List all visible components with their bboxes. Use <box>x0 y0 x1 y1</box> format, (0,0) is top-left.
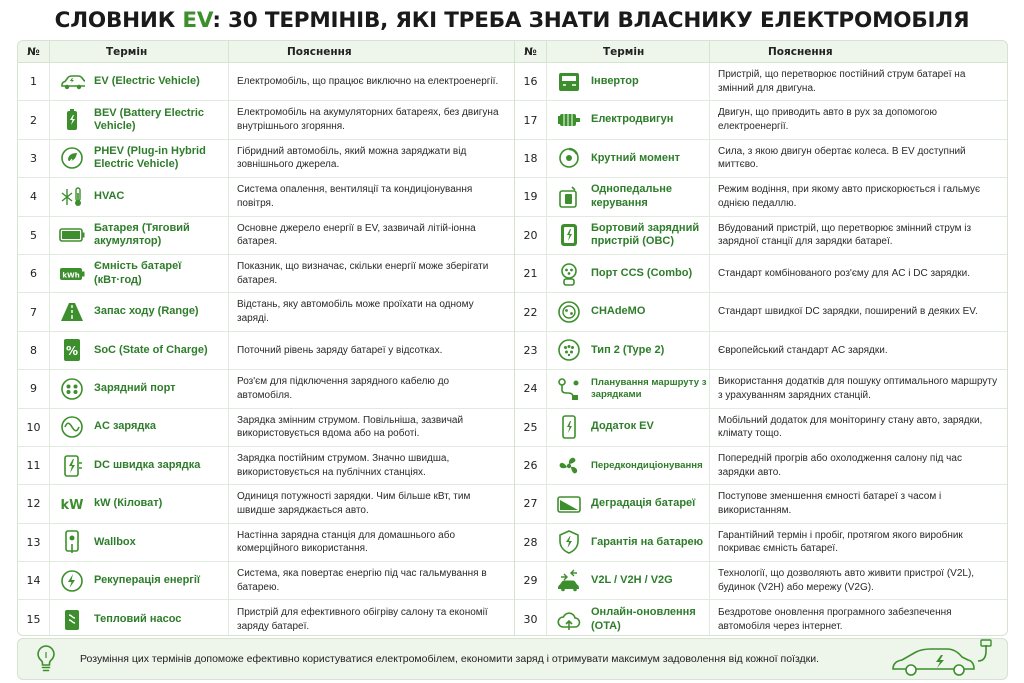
row-number: 11 <box>18 447 50 484</box>
shield-icon <box>555 529 583 555</box>
degradation-icon <box>555 491 583 517</box>
term-cell <box>547 140 710 177</box>
term-label: EV (Electric Vehicle) <box>94 74 200 87</box>
inverter-icon <box>555 69 583 95</box>
row-number: 20 <box>515 217 547 254</box>
table-row <box>515 217 1008 255</box>
row-number: 30 <box>515 600 547 636</box>
electric-car-plug-icon <box>889 639 999 679</box>
term-description: Використання додатків для пошуку оптимального маршруту з урахуванням зарядних станцій. <box>718 376 998 401</box>
header-term: Термін <box>547 41 710 63</box>
term-label: PHEV (Plug-in Hybrid Electric Vehicle) <box>94 144 206 171</box>
route-icon <box>555 376 583 402</box>
table-row <box>515 370 1008 408</box>
table-row <box>515 178 1008 216</box>
phone-icon <box>555 414 583 440</box>
glossary-right-column <box>515 41 1008 636</box>
title-part1: СЛОВНИК <box>54 8 183 33</box>
lightbulb-icon <box>26 644 66 674</box>
term-cell <box>50 140 229 177</box>
table-row <box>515 293 1008 331</box>
row-number: 9 <box>18 370 50 407</box>
term-description: Показник, що визначає, скільки енергії може зберігати батарея. <box>237 261 489 286</box>
term-label: HVAC <box>94 190 125 203</box>
term-description: Сила, з якою двигун обертає колеса. В EV доступний миттєво. <box>718 145 966 171</box>
row-number: 29 <box>515 562 547 599</box>
charging-port-icon <box>58 376 86 402</box>
term-cell <box>50 332 229 369</box>
row-number: 23 <box>515 332 547 369</box>
table-row <box>18 140 514 178</box>
term-description: Попередній прогрів або охолодження салону під час зарядки авто. <box>718 453 962 478</box>
term-description: Вбудований пристрій, що перетворює змінний струм із зарядної станції для зарядки батареї. <box>718 222 972 248</box>
term-description: Зарядка постійним струмом. Значно швидша, використовується на публічних станціях. <box>237 453 450 478</box>
row-number: 19 <box>515 178 547 215</box>
row-number: 26 <box>515 447 547 484</box>
row-number: 25 <box>515 409 547 446</box>
term-cell <box>50 600 229 636</box>
table-row <box>515 332 1008 370</box>
term-cell <box>50 293 229 330</box>
row-number: 14 <box>18 562 50 599</box>
term-label: BEV (Battery Electric Vehicle) <box>94 106 205 133</box>
term-cell <box>50 217 229 254</box>
term-cell <box>547 332 710 369</box>
term-cell <box>547 101 710 138</box>
header-desc: Пояснення <box>768 45 833 58</box>
row-number: 5 <box>18 217 50 254</box>
term-label: AC зарядка <box>94 420 156 433</box>
term-cell <box>50 370 229 407</box>
term-label: Зарядний порт <box>94 382 176 395</box>
term-description: Гарантійний термін і пробіг, протягом якого виробник покриває ємність батареї. <box>718 529 963 555</box>
term-label: Ємність батареї (кВт·год) <box>94 260 182 286</box>
table-row <box>18 178 514 216</box>
battery-horizontal-icon <box>58 222 86 248</box>
term-label: CHAdeMO <box>591 305 646 318</box>
term-cell <box>547 562 710 599</box>
pedal-icon <box>555 184 583 210</box>
table-row <box>515 63 1008 101</box>
row-number: 10 <box>18 409 50 446</box>
term-cell <box>547 370 710 407</box>
footer-note <box>17 638 1008 680</box>
term-cell <box>547 255 710 292</box>
motor-icon <box>555 107 583 133</box>
term-description: Основне джерело енергії в EV, зазвичай літій-іонна батарея. <box>237 222 476 248</box>
table-row <box>515 101 1008 139</box>
table-row <box>18 524 514 562</box>
percent-icon <box>58 337 86 363</box>
table-header <box>18 41 514 63</box>
term-cell <box>50 101 229 138</box>
row-number: 15 <box>18 600 50 636</box>
car-icon <box>58 69 86 95</box>
term-cell <box>50 447 229 484</box>
table-row <box>18 600 514 636</box>
battery-kwh-icon <box>58 261 86 287</box>
term-label: Додаток EV <box>591 420 654 433</box>
term-cell <box>50 562 229 599</box>
term-label: SoC (State of Charge) <box>94 343 208 356</box>
term-label: Деградація батареї <box>591 497 696 510</box>
table-row <box>18 101 514 139</box>
term-label: Гарантія на батарею <box>591 535 704 548</box>
row-number: 2 <box>18 101 50 138</box>
term-cell <box>547 485 710 522</box>
term-description: Поточний рівень заряду батареї у відсотках. <box>237 344 443 356</box>
term-cell <box>50 63 229 100</box>
term-cell <box>547 524 710 561</box>
obc-icon <box>555 222 583 248</box>
table-row <box>515 600 1008 636</box>
table-row <box>515 447 1008 485</box>
type2-icon <box>555 337 583 363</box>
term-label: Рекуперація енергії <box>94 574 201 587</box>
term-cell <box>547 600 710 636</box>
term-description: Одиниця потужності зарядки. Чим більше кВт, тим швидше заряджається авто. <box>237 491 471 516</box>
table-row <box>18 562 514 600</box>
term-description: Система, яка повертає енергію під час гальмування в батарею. <box>237 568 487 593</box>
table-row <box>18 217 514 255</box>
rows-right <box>515 63 1008 636</box>
fan-icon <box>555 453 583 479</box>
row-number: 12 <box>18 485 50 522</box>
row-number: 16 <box>515 63 547 100</box>
term-description: Роз'єм для підключення зарядного кабелю до автомобіля. <box>237 376 450 401</box>
row-number: 8 <box>18 332 50 369</box>
plug-leaf-icon <box>58 145 86 171</box>
road-icon <box>58 299 86 325</box>
term-cell <box>50 178 229 215</box>
term-label: Онлайн-оновлення (OTA) <box>591 606 696 632</box>
table-row <box>18 255 514 293</box>
chademo-icon <box>555 299 583 325</box>
term-description: Мобільний додаток для моніторингу стану авто, зарядки, клімату тощо. <box>718 414 983 440</box>
cloud-upload-icon <box>555 607 583 633</box>
term-label: Wallbox <box>94 535 136 548</box>
row-number: 1 <box>18 63 50 100</box>
table-row <box>515 140 1008 178</box>
term-description: Зарядка змінним струмом. Повільніша, зазвичай використовується вдома або на роботі. <box>237 414 464 440</box>
page-title <box>0 4 1024 38</box>
term-cell <box>50 255 229 292</box>
torque-icon <box>555 145 583 171</box>
term-label: Порт CCS (Combo) <box>591 266 693 279</box>
term-description: Пристрій для ефективного обігріву салону та економії заряду батареї. <box>237 607 488 632</box>
row-number: 24 <box>515 370 547 407</box>
term-description: Система опалення, вентиляції та кондиціонування повітря. <box>237 184 473 209</box>
table-row <box>18 293 514 331</box>
row-number: 27 <box>515 485 547 522</box>
term-description: Електромобіль на акумуляторних батареях, без двигуна внутрішнього згоряння. <box>237 107 499 133</box>
term-label: Запас ходу (Range) <box>94 305 199 318</box>
term-description: Європейський стандарт AC зарядки. <box>718 344 888 356</box>
row-number: 7 <box>18 293 50 330</box>
row-number: 17 <box>515 101 547 138</box>
row-number: 6 <box>18 255 50 292</box>
term-cell <box>547 293 710 330</box>
svg-text:kW: kW <box>60 497 84 513</box>
term-description: Гібридний автомобіль, який можна заряджати від зовнішнього джерела. <box>237 145 467 171</box>
ccs-icon <box>555 261 583 287</box>
table-row <box>18 485 514 523</box>
battery-vertical-icon <box>58 107 86 133</box>
svg-text:kWh: kWh <box>62 271 80 280</box>
term-label: Тип 2 (Type 2) <box>591 343 665 356</box>
v2x-icon <box>555 568 583 594</box>
row-number: 3 <box>18 140 50 177</box>
term-label: Електродвигун <box>591 113 674 126</box>
term-description: Режим водіння, при якому авто прискорюється і гальмує однією педаллю. <box>718 184 981 209</box>
row-number: 21 <box>515 255 547 292</box>
table-row <box>515 409 1008 447</box>
term-cell <box>547 217 710 254</box>
table-row <box>515 485 1008 523</box>
term-label: kW (Кіловат) <box>94 497 163 510</box>
term-description: Настінна зарядна станція для домашнього або комерційного використання. <box>237 529 456 555</box>
term-label: DC швидка зарядка <box>94 458 201 471</box>
row-number: 22 <box>515 293 547 330</box>
recuperation-icon <box>58 568 86 594</box>
glossary-left-column <box>18 41 515 636</box>
table-row <box>18 447 514 485</box>
svg-text:%: % <box>65 344 79 359</box>
table-row <box>515 562 1008 600</box>
term-description: Бездротове оновлення програмного забезпечення автомобіля через інтернет. <box>718 607 952 632</box>
table-row <box>18 409 514 447</box>
term-cell <box>547 63 710 100</box>
table-row <box>18 370 514 408</box>
term-label: Планування маршруту з зарядками <box>591 376 707 400</box>
table-header <box>515 41 1008 63</box>
term-description: Технології, що дозволяють авто живити пристрої (V2L), будинок (V2H) або мережу (V2G). <box>718 568 975 593</box>
term-label: Бортовий зарядний пристрій (OBC) <box>591 221 700 248</box>
term-cell <box>547 178 710 215</box>
term-label: Крутний момент <box>591 151 681 164</box>
title-part2: : 30 ТЕРМІНІВ, ЯКІ ТРЕБА ЗНАТИ ВЛАСНИКУ ЕЛЕКТРОМОБІЛЯ <box>212 8 970 33</box>
term-description: Поступове зменшення ємності батареї з часом і використанням. <box>718 491 942 516</box>
term-label: Тепловий насос <box>94 612 182 625</box>
header-num: № <box>515 41 547 63</box>
term-label: Батарея (Тяговий акумулятор) <box>94 221 190 248</box>
term-description: Відстань, яку автомобіль може проїхати на одному заряді. <box>237 299 474 325</box>
fast-charge-icon <box>58 453 86 479</box>
table-row <box>515 524 1008 562</box>
rows-left <box>18 63 514 636</box>
header-term: Термін <box>50 41 229 63</box>
snowflake-thermometer-icon <box>58 184 86 210</box>
table-row <box>18 332 514 370</box>
row-number: 28 <box>515 524 547 561</box>
sine-wave-icon <box>58 414 86 440</box>
table-row <box>18 63 514 101</box>
term-cell <box>50 524 229 561</box>
term-description: Стандарт комбінованого роз'єму для AC і DC зарядки. <box>718 267 971 279</box>
term-cell <box>50 485 229 522</box>
term-label: V2L / V2H / V2G <box>591 574 673 587</box>
term-description: Стандарт швидкої DC зарядки, поширений в деяких EV. <box>718 306 978 318</box>
term-label: Передкондиціонування <box>591 459 703 471</box>
heat-pump-icon <box>58 607 86 633</box>
row-number: 18 <box>515 140 547 177</box>
term-description: Пристрій, що перетворює постійний струм батареї на змінний для двигуна. <box>718 69 966 94</box>
term-label: Однопедальне керування <box>591 183 673 209</box>
row-number: 13 <box>18 524 50 561</box>
term-description: Електромобіль, що працює виключно на електроенергії. <box>237 75 499 87</box>
term-cell <box>50 409 229 446</box>
header-desc: Пояснення <box>287 45 352 58</box>
term-cell <box>547 409 710 446</box>
table-row <box>515 255 1008 293</box>
term-label: Інвертор <box>591 74 639 87</box>
term-description: Двигун, що приводить авто в рух за допомогою електроенергії. <box>718 107 937 133</box>
row-number: 4 <box>18 178 50 215</box>
glossary-table <box>17 40 1008 636</box>
title-accent: EV <box>182 8 213 33</box>
kw-icon <box>58 491 86 517</box>
wallbox-icon <box>58 529 86 555</box>
footer-text: Розуміння цих термінів допоможе ефективно користуватися електромобілем, економити заряд і отримувати максимум задоволення від кожної поїздки. <box>80 653 820 665</box>
term-cell <box>547 447 710 484</box>
header-num: № <box>18 41 50 63</box>
